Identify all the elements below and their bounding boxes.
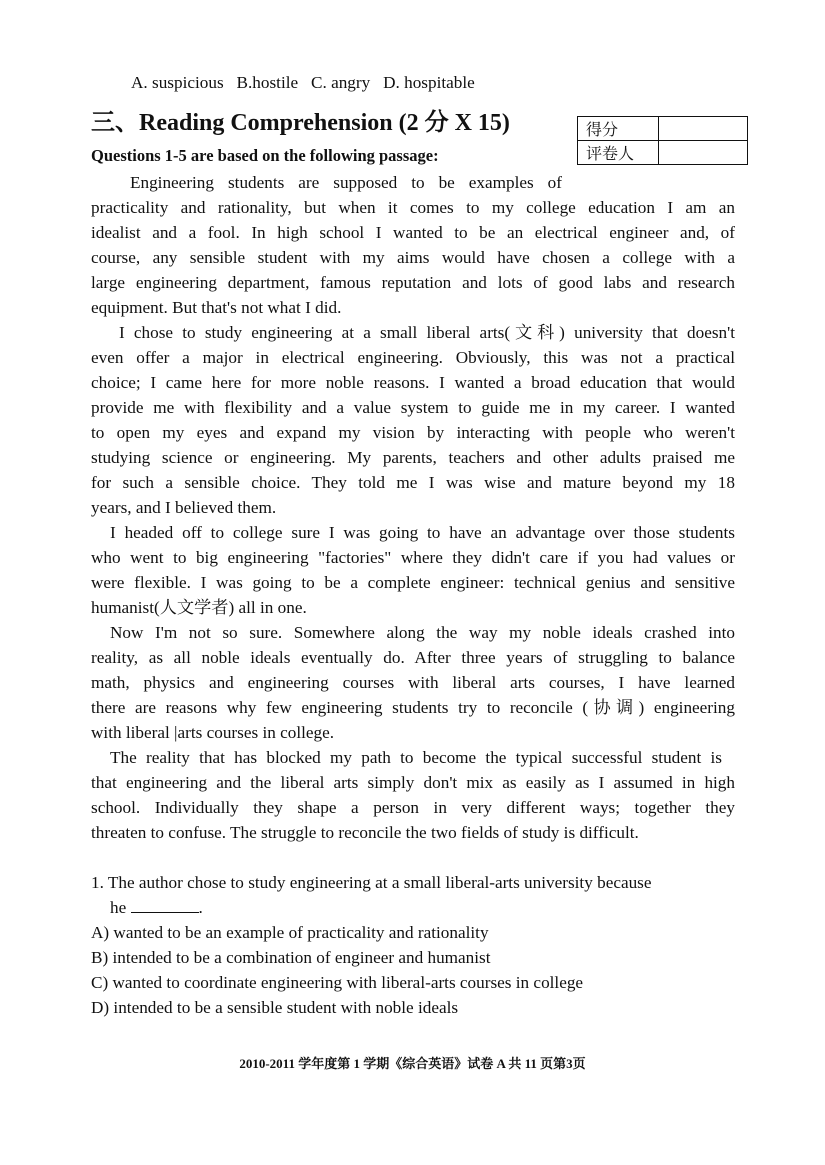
section-heading: 三、Reading Comprehension (2 分 X 15)	[91, 110, 510, 136]
grader-value-cell	[659, 141, 748, 165]
passage-line: practicality and rationality, but when it comes to my college education I am an	[91, 198, 735, 217]
score-box	[577, 116, 748, 165]
passage-line: idealist and a fool. In high school I wanted to be an electrical engineer and, of	[91, 223, 735, 242]
passage-line: were flexible. I was going to be a complete engineer: technical genius and sensitive	[91, 573, 735, 592]
passage-line: even offer a major in electrical engineering. Obviously, this was not a practical	[91, 348, 735, 367]
option-a: A. suspicious	[131, 73, 224, 92]
passage-line: choice; I came here for more noble reasons. I wanted a broad education that would	[91, 373, 735, 392]
passage-line: math, physics and engineering courses with liberal arts courses, I have learned	[91, 673, 735, 692]
option-d: D) intended to be a sensible student with noble ideals	[91, 998, 459, 1017]
question-stem-continuation	[110, 896, 754, 920]
answer-blank	[131, 898, 199, 913]
page-footer: 2010-2011 学年度第 1 学期《综合英语》试卷 A 共 11 页第3页	[239, 1056, 586, 1071]
passage-line: reality, as all noble ideals eventually do. After three years of struggling to balance	[91, 648, 735, 667]
option-b: B) intended to be a combination of engineer and humanist	[91, 948, 491, 967]
option-c: C) wanted to coordinate engineering with liberal-arts courses in college	[91, 973, 584, 992]
option-c: C. angry	[311, 73, 371, 92]
previous-question-options	[131, 71, 631, 95]
option-d: D. hospitable	[383, 73, 475, 92]
passage-line: threaten to confuse. The struggle to reconcile the two fields of study is difficult.	[91, 823, 639, 842]
passage-line: that engineering and the liberal arts simply don't mix as easily as I assumed in high	[91, 773, 735, 792]
passage-line: school. Individually they shape a person in very different ways; together they	[91, 798, 735, 817]
passage-line: there are reasons why few engineering students try to reconcile (协调) engineering	[91, 698, 735, 717]
passage-line: to open my eyes and expand my vision by interacting with people who weren't	[91, 423, 735, 442]
passage-line: The reality that has blocked my path to become the typical successful student is	[110, 748, 722, 767]
passage-line: humanist(人文学者) all in one.	[91, 598, 307, 617]
passage-line: studying science or engineering. My parents, teachers and other adults praised me	[91, 448, 735, 467]
passage-line: Now I'm not so sure. Somewhere along the way my noble ideals crashed into	[110, 623, 735, 642]
option-a: A) wanted to be an example of practicality and rationality	[91, 923, 489, 942]
score-label: 得分	[578, 117, 659, 141]
option-b: B.hostile	[236, 73, 299, 92]
passage-line: large engineering department, famous reputation and lots of good labs and research	[91, 273, 735, 292]
passage-line: years, and I believed them.	[91, 498, 277, 517]
passage-line: Engineering students are supposed to be examples of	[130, 173, 562, 192]
passage-line: who went to big engineering "factories" where they didn't care if you had values or	[91, 548, 735, 567]
passage-line: equipment. But that's not what I did.	[91, 298, 342, 317]
grader-label: 评卷人	[578, 141, 659, 165]
passage-line: I chose to study engineering at a small liberal arts(文科) university that doesn't	[119, 323, 735, 342]
question-stem: 1. The author chose to study engineering at a small liberal-arts university because	[91, 873, 652, 892]
score-value-cell	[659, 117, 748, 141]
question-stem-he: he	[110, 898, 127, 917]
questions-intro: Questions 1-5 are based on the following passage:	[91, 146, 439, 165]
passage-line: with liberal |arts courses in college.	[91, 723, 335, 742]
passage-line: I headed off to college sure I was going to have an advantage over those students	[110, 523, 735, 542]
passage-line: provide me with flexibility and a value system to guide me in my career. I wanted	[91, 398, 735, 417]
question-stem-end: .	[198, 898, 203, 917]
passage-line: for such a sensible choice. They told me I was wise and mature beyond my 18	[91, 473, 735, 492]
passage-line: course, any sensible student with my aims would have chosen a college with a	[91, 248, 735, 267]
